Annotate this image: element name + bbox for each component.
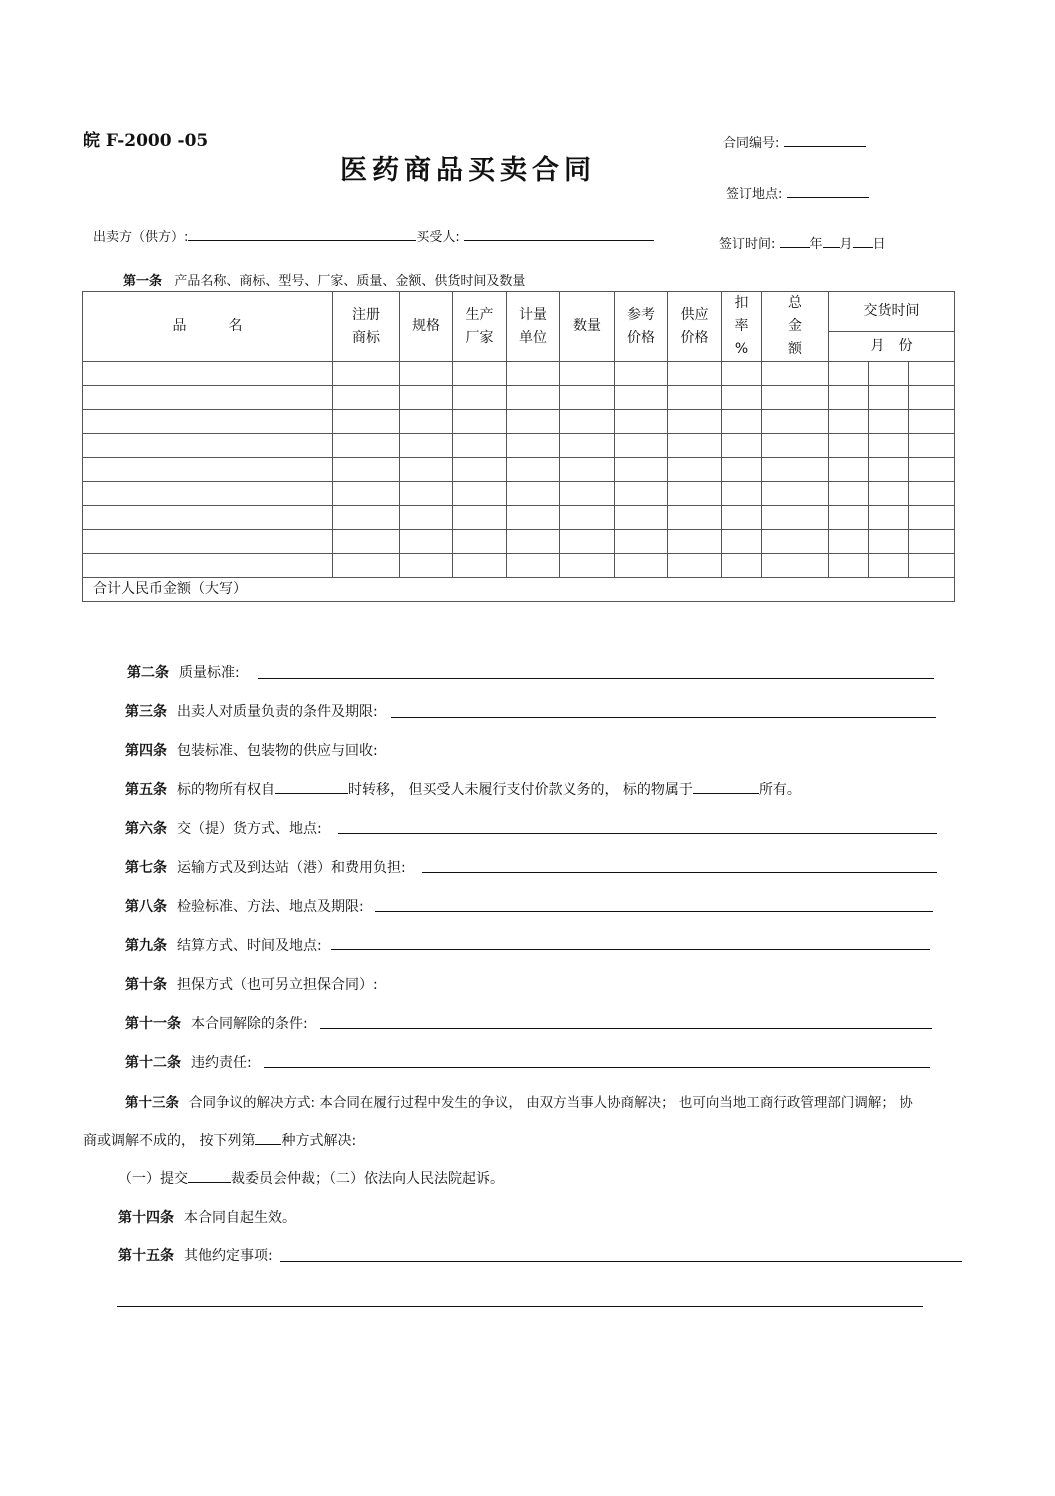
clause-2-input[interactable] xyxy=(258,678,934,679)
day-label: 日 xyxy=(872,237,886,252)
table-row[interactable] xyxy=(83,410,955,434)
header-discount: 扣 率 % xyxy=(722,292,762,362)
header-unit: 计量 单位 xyxy=(507,292,560,362)
table-row[interactable] xyxy=(83,506,955,530)
clause-15: 第十五条 其他约定事项: xyxy=(118,1248,273,1264)
table-row[interactable] xyxy=(83,458,955,482)
header-total: 总 金 额 xyxy=(762,292,829,362)
seller-input[interactable] xyxy=(188,227,416,241)
clause-1-no: 第一条 xyxy=(123,274,163,289)
header-product-name: 品 名 xyxy=(83,292,333,362)
clause-14: 第十四条 本合同自起生效。 xyxy=(118,1210,296,1226)
header-quantity: 数量 xyxy=(560,292,615,362)
table-row[interactable] xyxy=(83,530,955,554)
clause-13-options: （一）提交 裁委员会仲裁；（二）依法向人民法院起诉。 xyxy=(118,1171,504,1187)
clause-6: 第六条 交（提）货方式、地点: xyxy=(125,821,322,837)
header-spec: 规格 xyxy=(400,292,453,362)
sign-year-input[interactable] xyxy=(780,234,810,248)
table-row[interactable] xyxy=(83,434,955,458)
sign-place-field xyxy=(726,183,869,202)
clause-15-input[interactable] xyxy=(280,1261,962,1262)
clause-15-input-line2[interactable] xyxy=(117,1306,923,1307)
clause-11-input[interactable] xyxy=(320,1028,932,1029)
clause-1 xyxy=(123,270,525,289)
clause-13-line2: 商或调解不成的， 按下列第 种方式解决: xyxy=(83,1133,357,1149)
header-maker: 生产 厂家 xyxy=(453,292,507,362)
table-row[interactable] xyxy=(83,386,955,410)
clause-11: 第十一条 本合同解除的条件: xyxy=(125,1016,308,1032)
clause-6-input[interactable] xyxy=(338,833,937,834)
header-delivery-time: 交货时间 xyxy=(829,292,955,332)
contract-no-input[interactable] xyxy=(784,133,866,147)
sign-time-field xyxy=(719,233,886,252)
clause-8-input[interactable] xyxy=(375,911,933,912)
contract-no-label: 合同编号: xyxy=(723,136,780,151)
month-label: 月 xyxy=(839,237,853,252)
buyer-input[interactable] xyxy=(464,227,654,241)
header-ref-price: 参考 价格 xyxy=(615,292,668,362)
goods-table xyxy=(82,291,955,602)
buyer-label: 买受人: xyxy=(416,230,460,245)
clause-12: 第十二条 违约责任: xyxy=(125,1055,252,1071)
sign-day-input[interactable] xyxy=(853,234,873,248)
sign-place-label: 签订地点: xyxy=(726,187,783,202)
sign-place-input[interactable] xyxy=(787,184,869,198)
year-label: 年 xyxy=(809,237,823,252)
clause-10: 第十条 担保方式（也可另立担保合同）: xyxy=(125,977,378,993)
clause-1-text: 产品名称、商标、型号、厂家、质量、金额、供货时间及数量 xyxy=(174,274,526,289)
clause-3-input[interactable] xyxy=(391,717,936,718)
contract-no-field xyxy=(723,132,866,151)
clause-2: 第二条 质量标准: xyxy=(127,665,240,681)
table-row[interactable] xyxy=(83,482,955,506)
sign-month-input[interactable] xyxy=(823,234,840,248)
clause-13: 第十三条 合同争议的解决方式: 本合同在履行过程中发生的争议， 由双方当事人协商解决； 也可向当地工商行政管理部门调解； 协 xyxy=(125,1095,913,1111)
clause-5: 第五条 标的物所有权自 时转移， 但买受人未履行支付价款义务的， 标的物属于 所有。 xyxy=(125,782,801,798)
clause-12-input[interactable] xyxy=(264,1067,930,1068)
transfer-time-input[interactable] xyxy=(275,780,348,794)
page-title: 医药商品买卖合同 xyxy=(340,155,596,186)
clause-9-input[interactable] xyxy=(331,949,930,950)
header-delivery-month: 月 份 xyxy=(829,332,955,362)
table-row[interactable] xyxy=(83,554,955,578)
seller-label: 出卖方（供方）: xyxy=(93,230,189,245)
clause-7-input[interactable] xyxy=(422,872,937,873)
owner-input[interactable] xyxy=(693,780,759,794)
form-code: 皖 F-2000 -05 xyxy=(83,131,209,151)
clause-8: 第八条 检验标准、方法、地点及期限: xyxy=(125,899,364,915)
table-row[interactable] xyxy=(83,362,955,386)
sign-time-label: 签订时间: xyxy=(719,237,776,252)
header-trademark: 注册 商标 xyxy=(333,292,400,362)
resolution-method-input[interactable] xyxy=(255,1131,281,1145)
clause-7: 第七条 运输方式及到达站（港）和费用负担: xyxy=(125,860,406,876)
clause-3: 第三条 出卖人对质量负责的条件及期限: xyxy=(125,704,378,720)
header-supply-price: 供应 价格 xyxy=(668,292,722,362)
clause-4: 第四条 包装标准、包装物的供应与回收: xyxy=(125,743,378,759)
arbitration-committee-input[interactable] xyxy=(188,1169,231,1183)
clause-9: 第九条 结算方式、时间及地点: xyxy=(125,938,322,954)
parties-line xyxy=(93,226,654,245)
total-amount-label: 合计人民币金额（大写） xyxy=(83,578,955,602)
